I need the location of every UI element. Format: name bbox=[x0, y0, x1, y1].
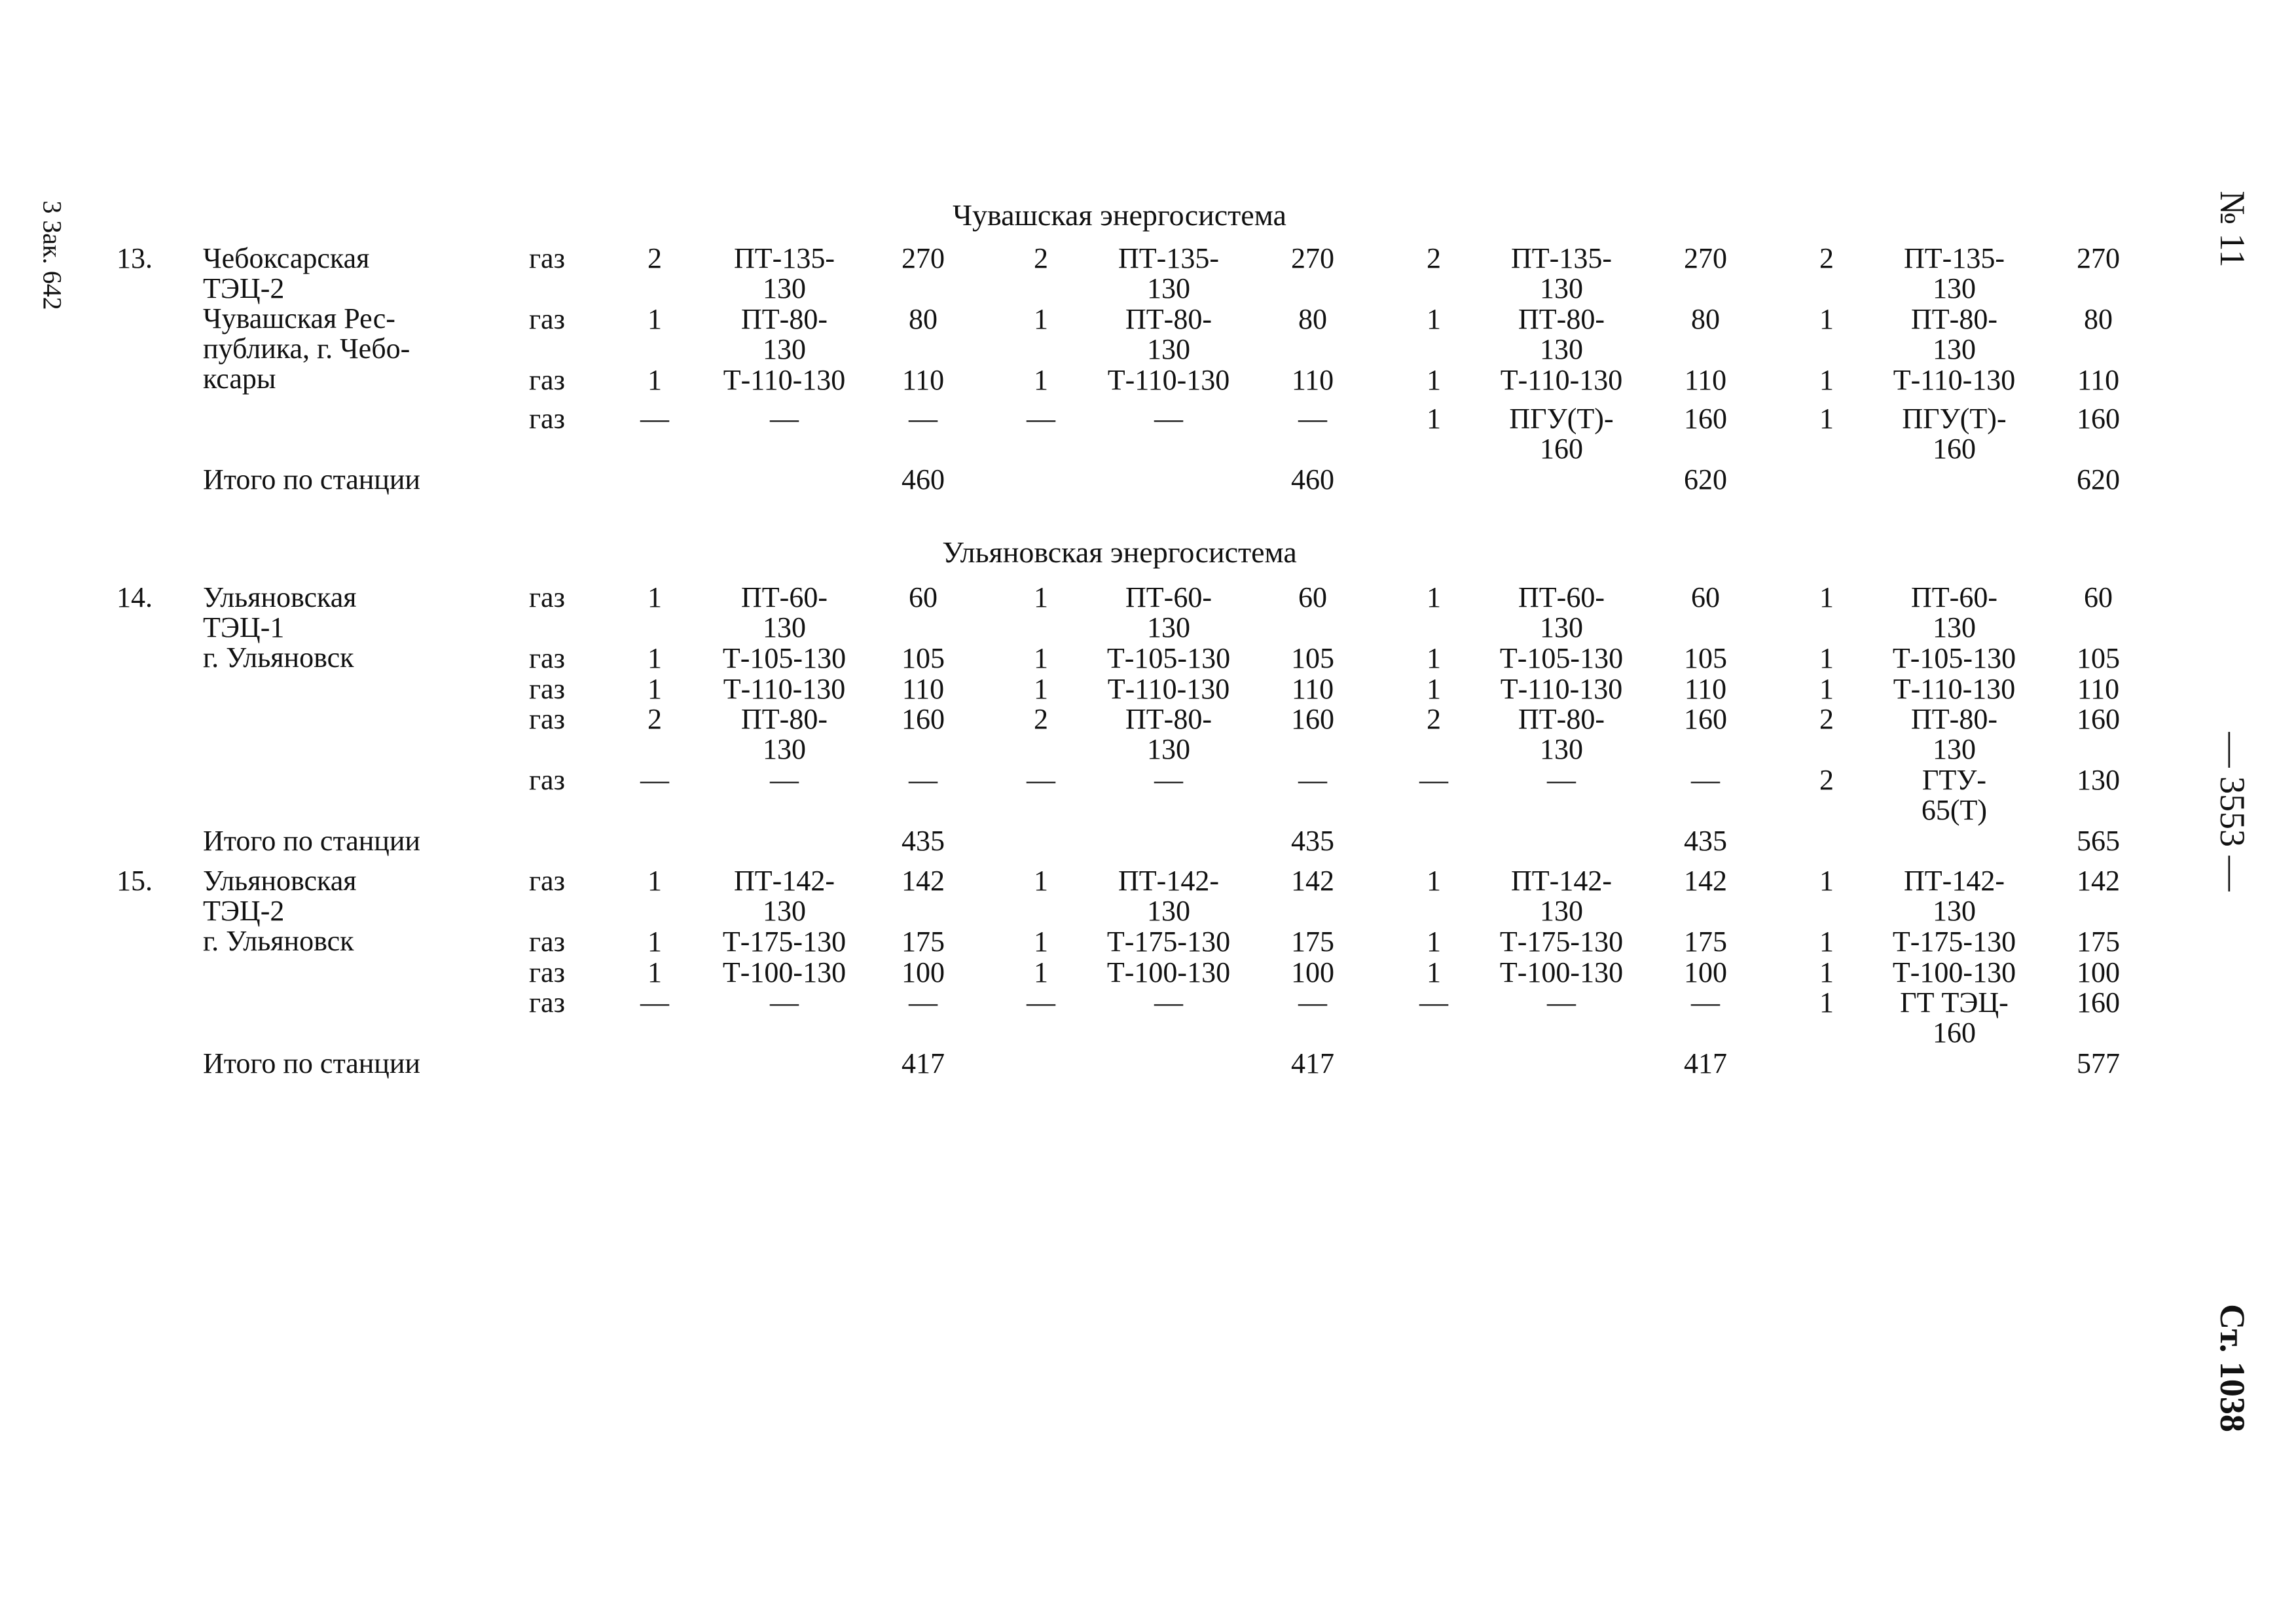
table-cell: — bbox=[1154, 986, 1183, 1019]
table-cell: ПТ-142- 130 bbox=[734, 865, 835, 927]
table-cell: ПТ-80- 130 bbox=[741, 703, 828, 765]
table-cell: 160 bbox=[1684, 703, 1727, 735]
table-cell: Т-110-130 bbox=[1107, 364, 1230, 396]
table-cell: 1 bbox=[1427, 364, 1441, 396]
table-cell: Т-175-130 bbox=[1499, 926, 1624, 958]
table-cell: 2 bbox=[647, 703, 662, 735]
fuel-cell: газ bbox=[529, 673, 565, 705]
table-cell: — bbox=[1298, 403, 1327, 435]
table-cell: — bbox=[909, 764, 938, 796]
table-cell: Т-105-130 bbox=[1499, 642, 1624, 674]
table-cell: — bbox=[1027, 403, 1055, 435]
station-total-label: Итого по станции bbox=[203, 1047, 420, 1079]
station-name bbox=[203, 866, 357, 956]
table-cell: 1 bbox=[1034, 865, 1048, 897]
table-cell: 110 bbox=[1291, 673, 1334, 705]
table-cell: 1 bbox=[647, 673, 662, 705]
table-cell: 2 bbox=[1819, 703, 1834, 735]
station-name-line: г. Ульяновск bbox=[203, 641, 354, 674]
table-cell: — bbox=[909, 403, 938, 435]
table-cell: 160 bbox=[2077, 986, 2120, 1019]
section-title: Чувашская энергосистема bbox=[953, 198, 1286, 232]
table-cell: — bbox=[770, 403, 799, 435]
table-cell: — bbox=[1154, 403, 1183, 435]
table-cell: 100 bbox=[902, 956, 945, 988]
table-cell: ПТ-135- 130 bbox=[1118, 242, 1219, 304]
station-total-value: 435 bbox=[902, 825, 945, 857]
table-cell: Т-100-130 bbox=[722, 956, 847, 988]
fuel-cell: газ bbox=[529, 926, 565, 958]
table-cell: Т-175-130 bbox=[1892, 926, 2016, 958]
table-cell: Т-175-130 bbox=[1106, 926, 1231, 958]
table-cell: — bbox=[909, 986, 938, 1019]
table-cell: 110 bbox=[902, 364, 945, 396]
table-cell: ПТ-80- 130 bbox=[1125, 703, 1212, 765]
fuel-cell: газ bbox=[529, 364, 565, 396]
table-cell: ПТ-60- 130 bbox=[1518, 581, 1605, 643]
table-cell: ПТ-80- 130 bbox=[741, 303, 828, 365]
table-cell: 105 bbox=[2077, 642, 2120, 674]
table-cell: 60 bbox=[909, 581, 938, 613]
table-cell: 1 bbox=[1427, 403, 1441, 435]
table-cell: ПТ-135- 130 bbox=[1511, 242, 1612, 304]
table-cell: 1 bbox=[647, 926, 662, 958]
table-cell: ПТ-80- 130 bbox=[1518, 703, 1605, 765]
fuel-cell: газ bbox=[529, 703, 565, 735]
table-cell: — bbox=[1547, 764, 1576, 796]
table-cell: 80 bbox=[909, 303, 938, 335]
table-cell: 2 bbox=[1819, 764, 1834, 796]
table-cell: 142 bbox=[902, 865, 945, 897]
table-cell: 160 bbox=[2077, 703, 2120, 735]
station-name-line: Чебоксарская bbox=[203, 242, 370, 274]
table-cell: 1 bbox=[1034, 642, 1048, 674]
table-cell: 1 bbox=[1819, 642, 1834, 674]
table-cell: 175 bbox=[1291, 926, 1334, 958]
fuel-cell: газ bbox=[529, 642, 565, 674]
table-cell: 1 bbox=[1034, 956, 1048, 988]
station-name-line: ТЭЦ-2 bbox=[203, 272, 285, 304]
table-cell: ПТ-142- 130 bbox=[1118, 865, 1219, 927]
fuel-cell: газ bbox=[529, 303, 565, 335]
table-cell: Т-100-130 bbox=[1106, 956, 1231, 988]
table-cell: 60 bbox=[1298, 581, 1327, 613]
station-total-value: 417 bbox=[1684, 1047, 1727, 1079]
table-cell: 110 bbox=[1291, 364, 1334, 396]
table-cell: Т-100-130 bbox=[1499, 956, 1624, 988]
table-cell: — bbox=[640, 986, 669, 1019]
table-cell: ПГУ(Т)- 160 bbox=[1902, 403, 2007, 465]
table-cell: 80 bbox=[1298, 303, 1327, 335]
fuel-cell: газ bbox=[529, 242, 565, 274]
fuel-cell: газ bbox=[529, 581, 565, 613]
table-cell: 1 bbox=[1819, 403, 1834, 435]
table-cell: Т-110-130 bbox=[1893, 364, 2016, 396]
table-cell: 175 bbox=[1684, 926, 1727, 958]
station-total-value: 435 bbox=[1291, 825, 1334, 857]
table-cell: 1 bbox=[647, 865, 662, 897]
station-name bbox=[203, 583, 357, 673]
station-total-value: 435 bbox=[1684, 825, 1727, 857]
table-cell: 1 bbox=[1819, 926, 1834, 958]
table-cell: Т-110-130 bbox=[723, 364, 846, 396]
table-cell: — bbox=[1419, 764, 1448, 796]
margin-issue-number: № 11 bbox=[2213, 190, 2252, 268]
station-number: 15. bbox=[117, 865, 153, 897]
table-cell: ГТ ТЭЦ- 160 bbox=[1900, 986, 2009, 1049]
table-cell: 1 bbox=[1819, 303, 1834, 335]
table-cell: — bbox=[1154, 764, 1183, 796]
table-cell: ПТ-135- 130 bbox=[734, 242, 835, 304]
table-cell: Т-110-130 bbox=[1500, 364, 1623, 396]
table-cell: — bbox=[640, 764, 669, 796]
table-cell: Т-110-130 bbox=[1893, 673, 2016, 705]
table-cell: 270 bbox=[2077, 242, 2120, 274]
table-cell: 160 bbox=[1684, 403, 1727, 435]
margin-article-number: Ст. 1038 bbox=[2213, 1304, 2252, 1432]
table-cell: 130 bbox=[2077, 764, 2120, 796]
table-cell: ПГУ(Т)- 160 bbox=[1509, 403, 1614, 465]
table-cell: 1 bbox=[1819, 986, 1834, 1019]
fuel-cell: газ bbox=[529, 764, 565, 796]
station-total-value: 417 bbox=[1291, 1047, 1334, 1079]
station-total-value: 620 bbox=[1684, 463, 1727, 496]
table-cell: ПТ-142- 130 bbox=[1511, 865, 1612, 927]
table-cell: ПТ-135- 130 bbox=[1904, 242, 2005, 304]
station-name-line: публика, г. Чебо- bbox=[203, 333, 410, 365]
fuel-cell: газ bbox=[529, 956, 565, 988]
station-total-value: 620 bbox=[2077, 463, 2120, 496]
station-name-line: Чувашская Рес- bbox=[203, 302, 395, 334]
station-total-value: 565 bbox=[2077, 825, 2120, 857]
station-total-value: 460 bbox=[902, 463, 945, 496]
table-cell: 1 bbox=[1819, 673, 1834, 705]
table-cell: 2 bbox=[1819, 242, 1834, 274]
table-cell: 100 bbox=[1684, 956, 1727, 988]
table-cell: — bbox=[1547, 986, 1576, 1019]
station-name-line: г. Ульяновск bbox=[203, 925, 354, 957]
table-cell: Т-100-130 bbox=[1892, 956, 2016, 988]
table-cell: ПТ-60- 130 bbox=[1911, 581, 1997, 643]
table-cell: 160 bbox=[902, 703, 945, 735]
table-cell: ГТУ- 65(Т) bbox=[1921, 764, 1988, 826]
table-cell: — bbox=[1298, 986, 1327, 1019]
table-cell: Т-105-130 bbox=[722, 642, 847, 674]
table-cell: — bbox=[1419, 986, 1448, 1019]
table-cell: ПТ-80- 130 bbox=[1125, 303, 1212, 365]
station-total-value: 577 bbox=[2077, 1047, 2120, 1079]
table-cell: Т-110-130 bbox=[723, 673, 846, 705]
table-cell: 1 bbox=[1034, 926, 1048, 958]
table-cell: 2 bbox=[647, 242, 662, 274]
table-cell: — bbox=[1027, 986, 1055, 1019]
table-cell: 1 bbox=[1819, 581, 1834, 613]
section-title: Ульяновская энергосистема bbox=[942, 535, 1297, 569]
table-cell: Т-105-130 bbox=[1106, 642, 1231, 674]
table-cell: 105 bbox=[902, 642, 945, 674]
table-cell: 270 bbox=[1291, 242, 1334, 274]
table-cell: 142 bbox=[1291, 865, 1334, 897]
station-total-label: Итого по станции bbox=[203, 463, 420, 496]
table-cell: 100 bbox=[2077, 956, 2120, 988]
table-cell: 2 bbox=[1034, 242, 1048, 274]
table-cell: 270 bbox=[1684, 242, 1727, 274]
table-cell: 1 bbox=[1819, 865, 1834, 897]
margin-note-order: 3 Зак. 642 bbox=[37, 200, 67, 310]
table-cell: 1 bbox=[1427, 865, 1441, 897]
table-cell: 1 bbox=[1819, 956, 1834, 988]
station-total-value: 417 bbox=[902, 1047, 945, 1079]
table-cell: 160 bbox=[1291, 703, 1334, 735]
table-cell: 2 bbox=[1427, 703, 1441, 735]
station-name-line: ТЭЦ-2 bbox=[203, 895, 285, 927]
table-cell: 2 bbox=[1034, 703, 1048, 735]
table-cell: — bbox=[640, 403, 669, 435]
station-name bbox=[203, 244, 410, 394]
table-cell: 60 bbox=[1691, 581, 1720, 613]
station-number: 14. bbox=[117, 581, 153, 613]
table-cell: ПТ-60- 130 bbox=[1125, 581, 1212, 643]
table-cell: 270 bbox=[902, 242, 945, 274]
table-cell: — bbox=[1298, 764, 1327, 796]
table-cell: ПТ-80- 130 bbox=[1911, 703, 1997, 765]
table-cell: 105 bbox=[1684, 642, 1727, 674]
table-cell: 175 bbox=[902, 926, 945, 958]
table-cell: Т-175-130 bbox=[722, 926, 847, 958]
table-cell: 142 bbox=[2077, 865, 2120, 897]
station-name-line: Ульяновская bbox=[203, 865, 357, 897]
table-cell: ПТ-80- 130 bbox=[1518, 303, 1605, 365]
table-cell: Т-105-130 bbox=[1892, 642, 2016, 674]
station-name-line: Ульяновская bbox=[203, 581, 357, 613]
table-cell: 1 bbox=[647, 581, 662, 613]
table-cell: 142 bbox=[1684, 865, 1727, 897]
table-cell: 1 bbox=[1427, 956, 1441, 988]
table-cell: 1 bbox=[1427, 926, 1441, 958]
table-cell: 1 bbox=[1427, 581, 1441, 613]
station-total-value: 460 bbox=[1291, 463, 1334, 496]
station-total-label: Итого по станции bbox=[203, 825, 420, 857]
table-cell: Т-110-130 bbox=[1500, 673, 1623, 705]
table-cell: — bbox=[770, 764, 799, 796]
station-name-line: ксары bbox=[203, 363, 276, 395]
table-cell: 1 bbox=[1427, 673, 1441, 705]
table-cell: 110 bbox=[2077, 364, 2120, 396]
table-cell: ПТ-142- 130 bbox=[1904, 865, 2005, 927]
table-cell: 110 bbox=[902, 673, 945, 705]
fuel-cell: газ bbox=[529, 403, 565, 435]
table-cell: — bbox=[1691, 986, 1720, 1019]
table-cell: 60 bbox=[2084, 581, 2113, 613]
table-cell: — bbox=[1691, 764, 1720, 796]
table-cell: 80 bbox=[1691, 303, 1720, 335]
table-cell: 110 bbox=[1684, 673, 1727, 705]
table-cell: 105 bbox=[1291, 642, 1334, 674]
table-cell: 100 bbox=[1291, 956, 1334, 988]
table-cell: 1 bbox=[1034, 673, 1048, 705]
table-cell: 1 bbox=[1819, 364, 1834, 396]
table-cell: 160 bbox=[2077, 403, 2120, 435]
fuel-cell: газ bbox=[529, 986, 565, 1019]
table-cell: ПТ-80- 130 bbox=[1911, 303, 1997, 365]
table-cell: ПТ-60- 130 bbox=[741, 581, 828, 643]
table-cell: — bbox=[770, 986, 799, 1019]
station-name-line: ТЭЦ-1 bbox=[203, 611, 285, 643]
table-cell: 110 bbox=[1684, 364, 1727, 396]
table-cell: 1 bbox=[1034, 303, 1048, 335]
table-cell: 80 bbox=[2084, 303, 2113, 335]
table-cell: 1 bbox=[1034, 364, 1048, 396]
table-cell: Т-110-130 bbox=[1107, 673, 1230, 705]
table-cell: — bbox=[1027, 764, 1055, 796]
table-cell: 2 bbox=[1427, 242, 1441, 274]
table-cell: 1 bbox=[1427, 303, 1441, 335]
table-cell: 1 bbox=[647, 642, 662, 674]
station-number: 13. bbox=[117, 242, 153, 274]
table-cell: 1 bbox=[1034, 581, 1048, 613]
table-cell: 110 bbox=[2077, 673, 2120, 705]
fuel-cell: газ bbox=[529, 865, 565, 897]
table-cell: 1 bbox=[647, 956, 662, 988]
table-cell: 1 bbox=[1427, 642, 1441, 674]
table-cell: 175 bbox=[2077, 926, 2120, 958]
table-cell: 1 bbox=[647, 364, 662, 396]
table-cell: 1 bbox=[647, 303, 662, 335]
margin-page-number: — 3553 — bbox=[2213, 732, 2252, 892]
